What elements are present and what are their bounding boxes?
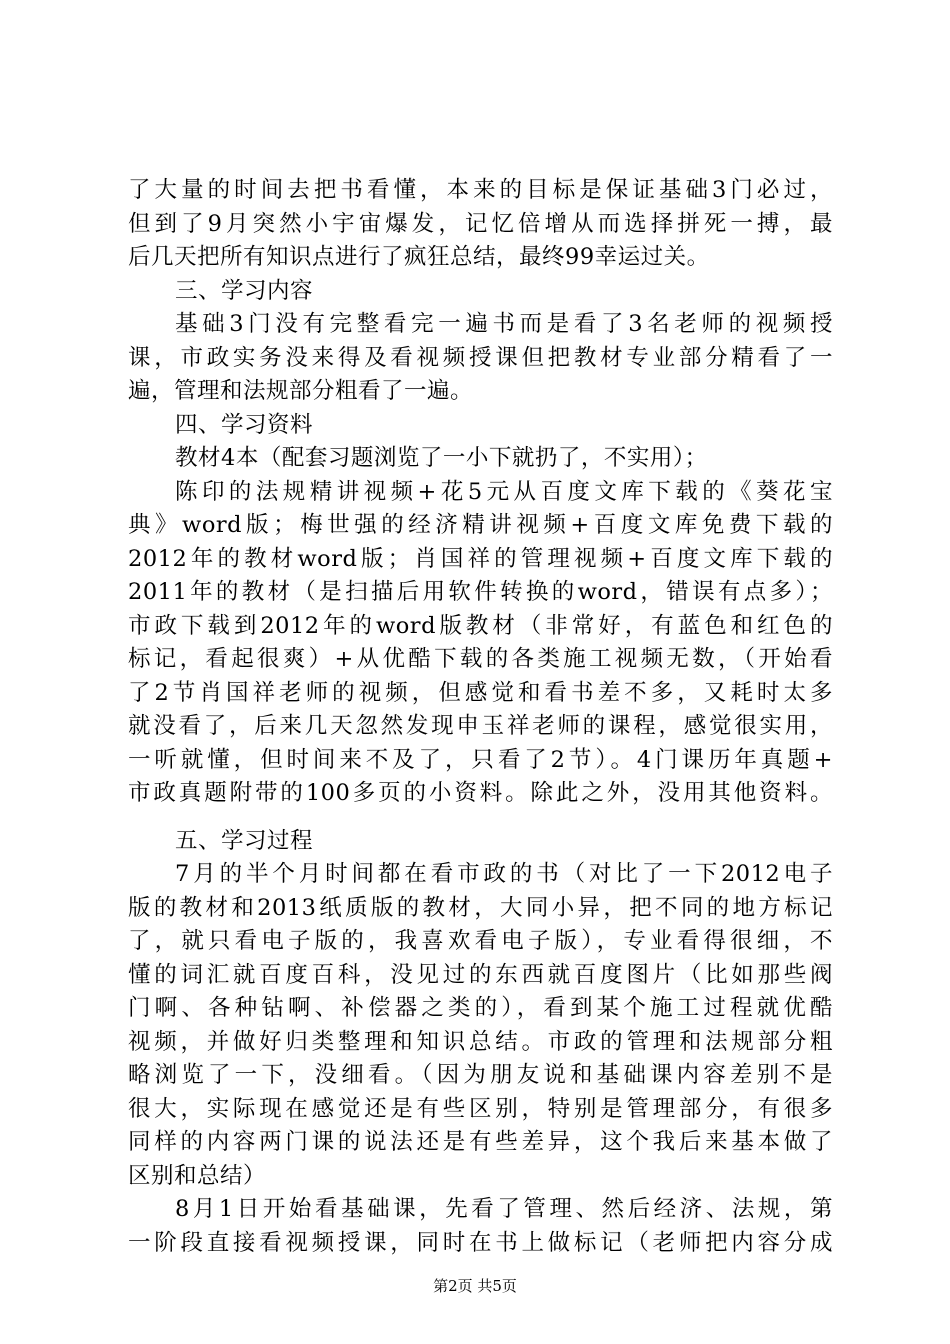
text-line: 区别和总结） (128, 1162, 267, 1189)
section-heading-process: 五、学习过程 (175, 827, 314, 854)
text-line: 市政下载到2012年的word版教材（非常好，有蓝色和红色的 (128, 612, 833, 639)
text-line: 很大，实际现在感觉还是有些区别，特别是管理部分，有很多 (128, 1095, 833, 1122)
text-line: 了2节肖国祥老师的视频，但感觉和看书差不多，又耗时太多 (128, 679, 833, 706)
text-line: 8月1日开始看基础课，先看了管理、然后经济、法规，第 (175, 1196, 833, 1222)
section-heading-content: 三、学习内容 (175, 277, 314, 304)
text-line: 同样的内容两门课的说法还是有些差异，这个我后来基本做了 (128, 1129, 833, 1155)
text-line: 7月的半个月时间都在看市政的书（对比了一下2012电子 (175, 861, 833, 887)
text-line: 懂的词汇就百度百科，没见过的东西就百度图片（比如那些阀 (128, 961, 833, 988)
text-line: 了，就只看电子版的，我喜欢看电子版），专业看得很细，不 (128, 928, 833, 954)
page-footer: 第2页 共5页 (433, 1277, 517, 1295)
text-line: 但到了9月突然小宇宙爆发，记忆倍增从而选择拼死一搏，最 (128, 210, 833, 237)
section-heading-materials: 四、学习资料 (175, 411, 314, 438)
text-line: 后几天把所有知识点进行了疯狂总结，最终99幸运过关。 (128, 244, 710, 270)
text-line: 一听就懂，但时间来不及了，只看了2节）。4门课历年真题+ (128, 746, 833, 773)
text-line: 标记，看起很爽）+从优酷下载的各类施工视频无数，（开始看 (128, 646, 833, 672)
text-line: 一阶段直接看视频授课，同时在书上做标记（老师把内容分成 (128, 1229, 833, 1256)
text-line: 略浏览了一下，没细看。（因为朋友说和基础课内容差别不是 (128, 1062, 833, 1088)
text-line: 版的教材和2013纸质版的教材，大同小异，把不同的地方标记 (128, 894, 833, 921)
text-line: 了大量的时间去把书看懂，本来的目标是保证基础3门必过， (128, 177, 833, 203)
text-line: 2011年的教材（是扫描后用软件转换的word，错误有点多）； (128, 579, 833, 605)
text-line: 就没看了，后来几天忽然发现申玉祥老师的课程，感觉很实用， (128, 713, 833, 739)
text-line: 视频，并做好归类整理和知识总结。市政的管理和法规部分粗 (128, 1028, 833, 1055)
text-line: 市政真题附带的100多页的小资料。除此之外，没用其他资料。 (128, 780, 833, 806)
text-line: 门啊、各种钻啊、补偿器之类的），看到某个施工过程就优酷 (128, 995, 833, 1021)
text-line: 典》word版；梅世强的经济精讲视频+百度文库免费下载的 (128, 512, 833, 538)
text-line: 遍，管理和法规部分粗看了一遍。 (128, 378, 474, 404)
text-line: 基础3门没有完整看完一遍书而是看了3名老师的视频授 (175, 311, 833, 337)
document-body (128, 174, 833, 1260)
text-line: 教材4本（配套习题浏览了一小下就扔了，不实用）； (175, 445, 708, 471)
text-line: 课，市政实务没来得及看视频授课但把教材专业部分精看了一 (128, 344, 833, 371)
text-line: 2012年的教材word版；肖国祥的管理视频+百度文库下载的 (128, 545, 833, 572)
text-line: 陈印的法规精讲视频+花5元从百度文库下载的《葵花宝 (175, 478, 833, 505)
